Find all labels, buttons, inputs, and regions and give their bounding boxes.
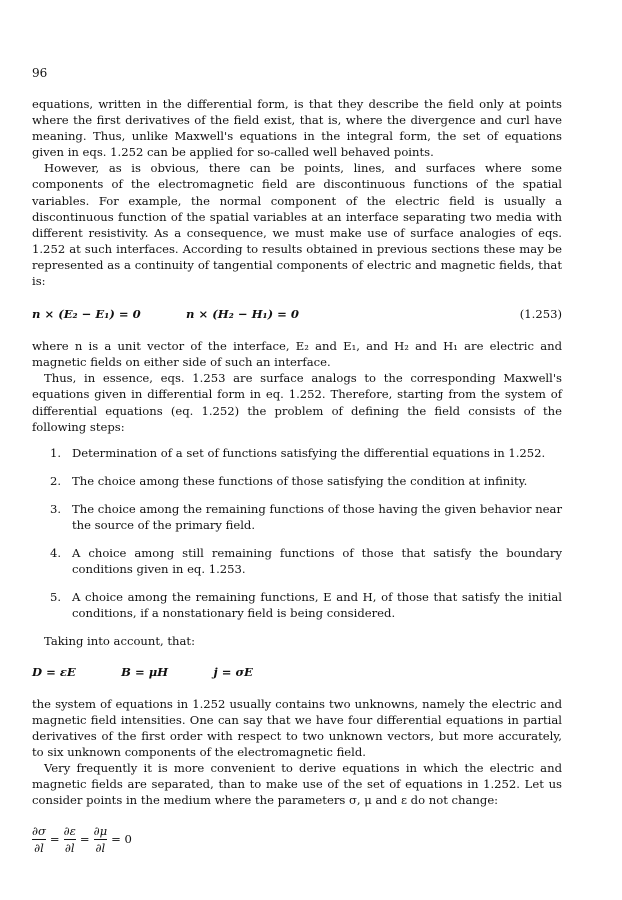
body-text [32,96,562,858]
list-item: 2. The choice among these functions of those satisfying the condition at infinity. [50,473,528,488]
paragraph-3: where n is a unit vector of the interface, E₂ and E₁, and H₂ and H₁ are electric and magnetic fields on either side of such an interface. [32,339,562,370]
paragraph-7: Very frequently it is more convenient to derive equations in which the electric and magnetic fields are separated, than to make use of the set of equations in 1.252. Let us consider points in the medium where the parameters σ, μ and ε do not change: [32,760,562,808]
equation-magnetic-continuity: n × (H₂ − H₁) = 0 [186,307,299,322]
equation-derivatives: $\frac{\partial\sigma}{\partial l}$ = $\frac{\partial\varepsilon}{\partial l}$ = $\frac{\partial\mu}{\partial l}$ = 0 [32,823,132,855]
paragraph-6: the system of equations in 1.252 usually contains two unknowns, namely the electric and magnetic field intensities. One can say that we have four differential equations in partial derivatives of the first order with respect to two unknown vectors, but more accurately, to six unknown components of the electromagnetic field. [32,696,562,759]
equation-electric-continuity: n × (E₂ − E₁) = 0 [32,307,141,322]
equation-j: j = σE [213,664,253,679]
constitutive-equations [32,664,562,680]
equation-number: (1.253) [519,307,562,322]
list-item: 3. The choice among the remaining functions of those having the given behavior near the source of the primary field. [50,501,562,532]
list-item: 1. Determination of a set of functions satisfying the differential equations in 1.252. [50,445,546,460]
paragraph-2: However, as is obvious, there can be points, lines, and surfaces where some components of the electromagnetic field are discontinuous functions of the spatial variables. For example, the normal component of the electric field is usually a discontinuous function of the spatial variables at an interface separating two media with different resistivity. As a consequence, we must make use of surface analogies of eqs. 1.252 at such interfaces. According to results obtained in previous sections these may be represented as a continuity of tangential components of electric and magnetic fields, that is: [32,161,562,289]
equation-1253 [32,306,562,322]
equation-d: D = εE [32,664,76,679]
list-item: 5. A choice among the remaining functions, E and H, of those that satisfy the initial conditions, if a nonstationary field is being considered. [50,590,562,621]
paragraph-5: Taking into account, that: [44,634,195,649]
paragraph-4: Thus, in essence, eqs. 1.253 are surface analogs to the corresponding Maxwell's equations given in differential form in eq. 1.252. Therefore, starting from the system of differential equations (eq. 1.252) the problem of defining the field consists of the following steps: [32,371,562,434]
page-number: 96 [32,66,48,80]
steps-list [32,445,562,622]
equation-b: B = μH [121,664,169,679]
paragraph-1: equations, written in the differential form, is that they describe the field only at points where the first derivatives of the field exist, that is, where the divergence and curl have meaning. Thus, unlike Maxwell's equations in the integral form, the set of equations given in eqs. 1.252 can be applied for so-called well behaved points. [32,97,562,160]
list-item: 4. A choice among still remaining functions of those that satisfy the boundary conditions given in eq. 1.253. [50,546,562,577]
